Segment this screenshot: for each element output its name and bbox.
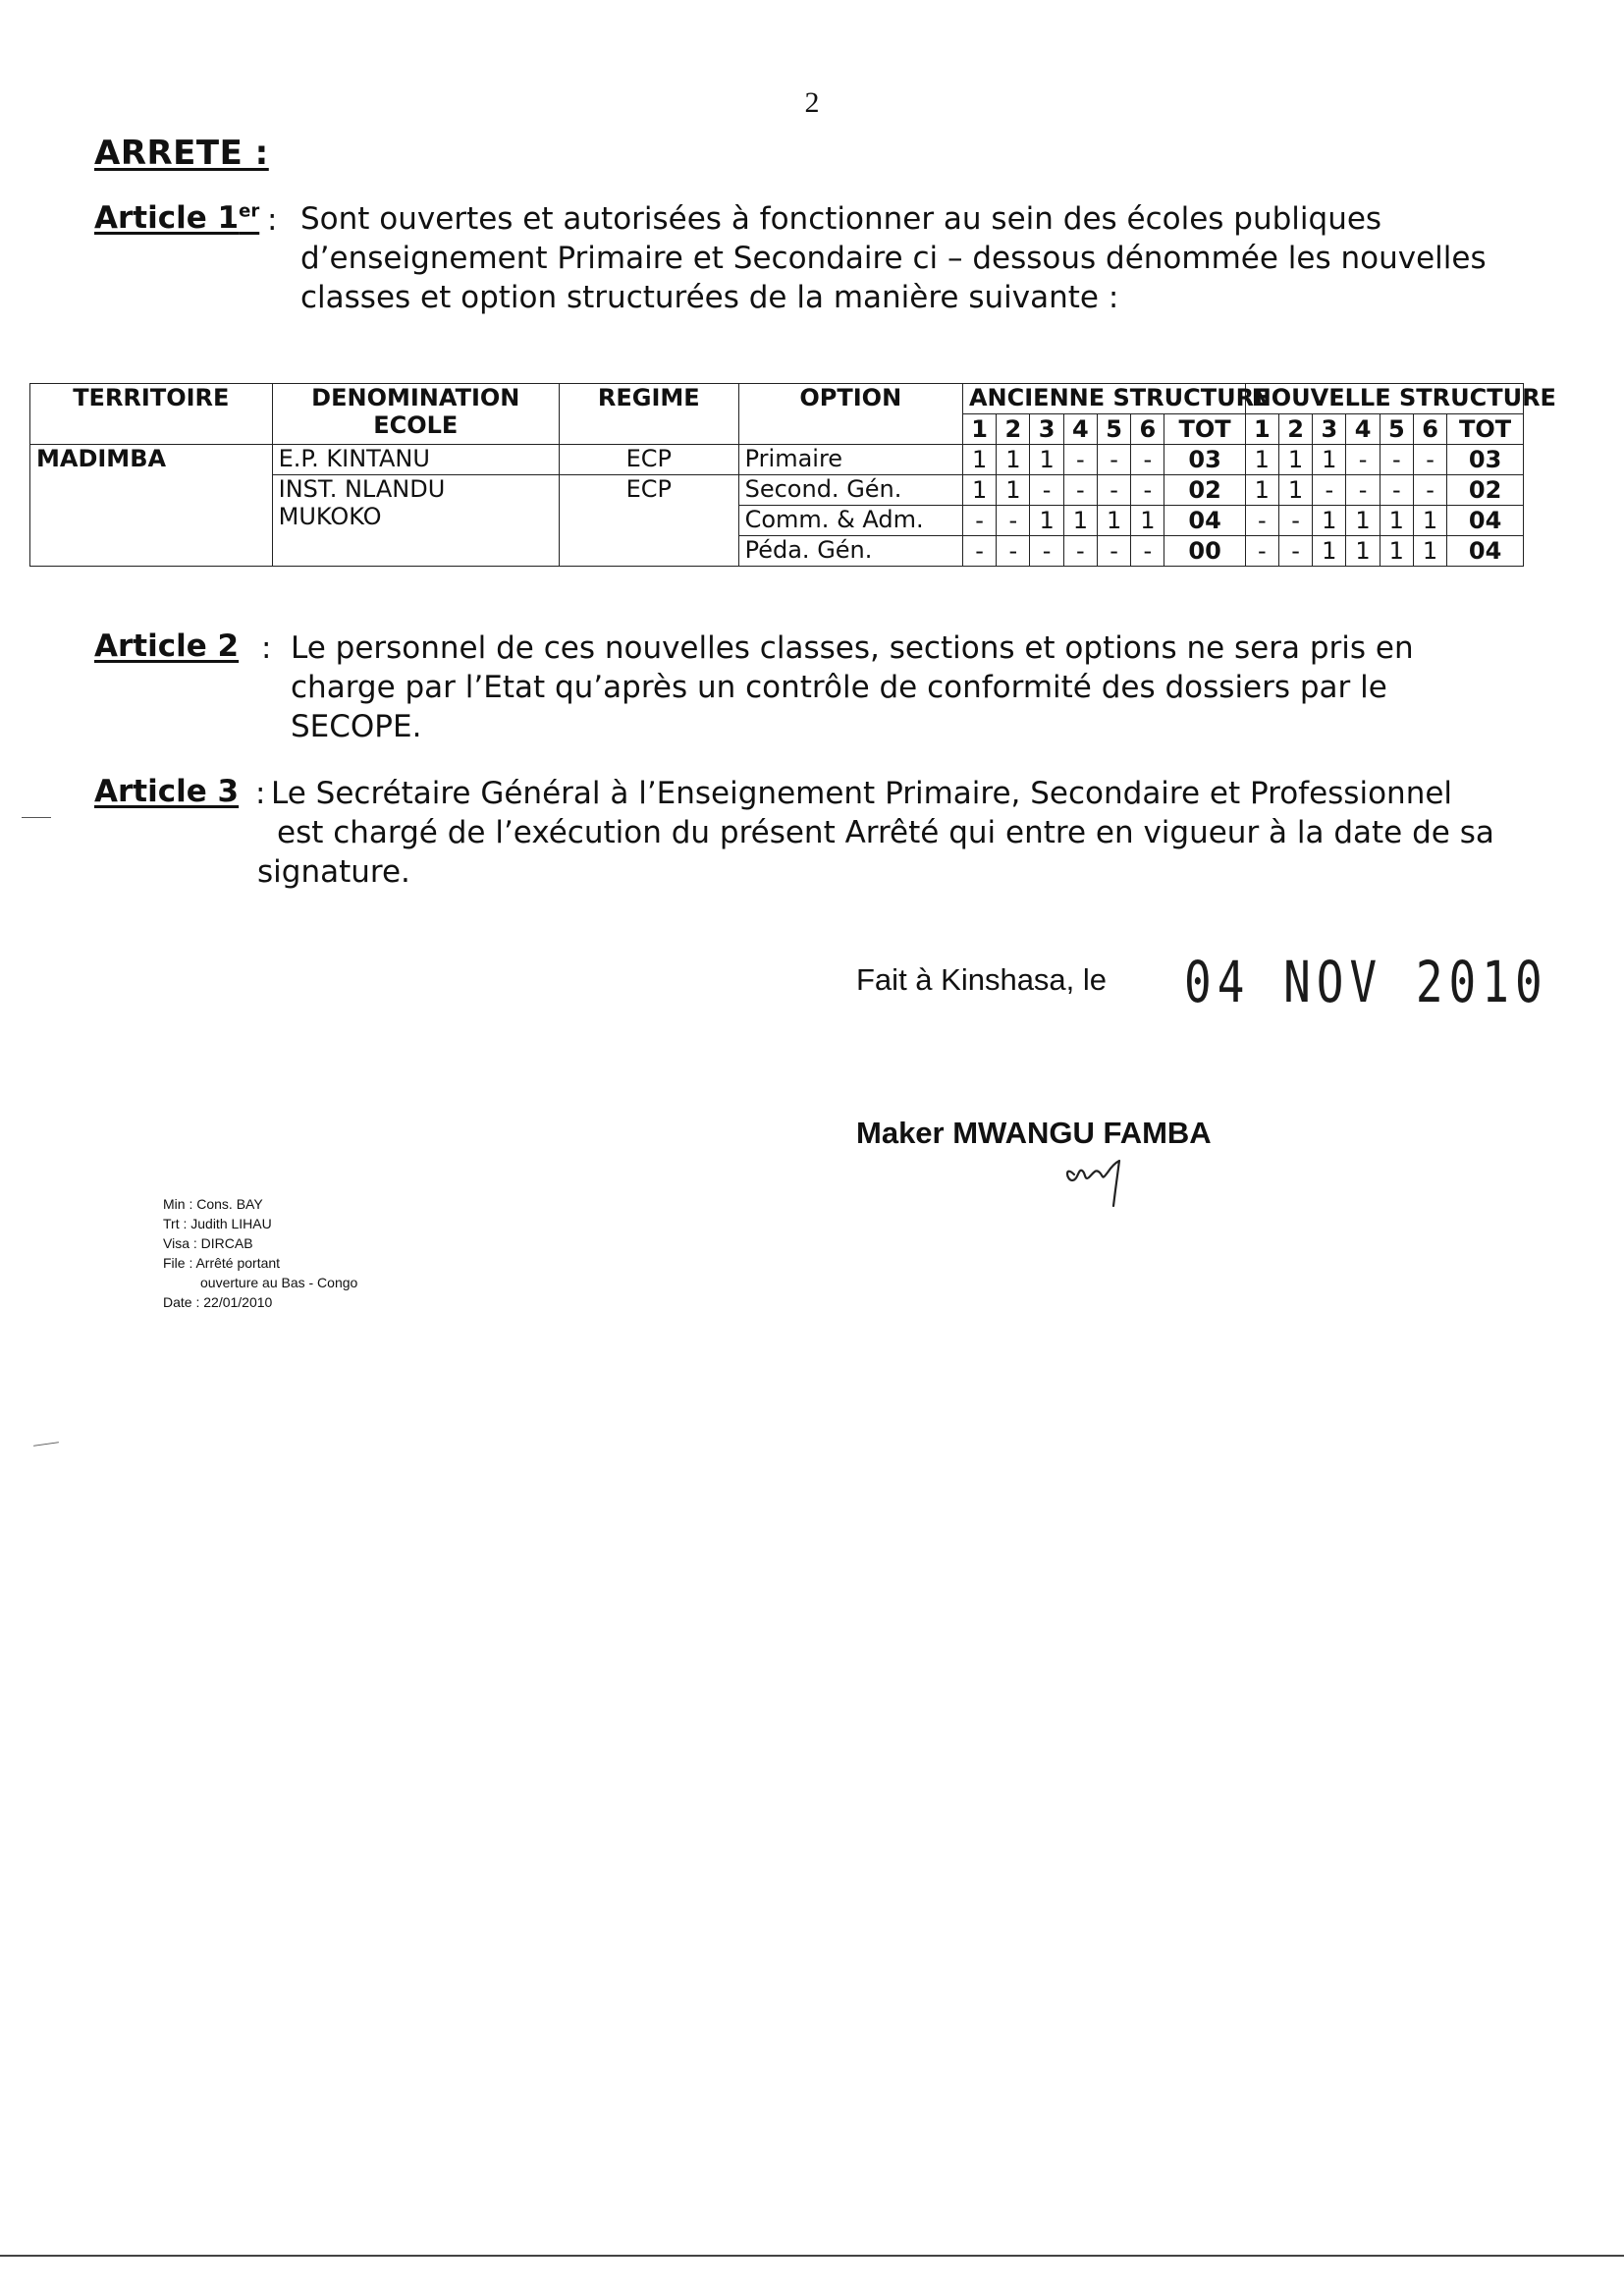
value-cell: - bbox=[1278, 506, 1312, 536]
value-cell: - bbox=[1063, 445, 1097, 475]
territoire-cell: MADIMBA bbox=[30, 445, 273, 567]
article-1-label bbox=[94, 200, 259, 236]
ref-date: Date : 22/01/2010 bbox=[163, 1294, 273, 1310]
value-cell: - bbox=[997, 536, 1030, 567]
value-cell: 1 bbox=[962, 475, 996, 506]
decree-heading: ARRETE : bbox=[94, 134, 269, 173]
value-cell: 1 bbox=[1413, 506, 1446, 536]
subheader-cell: 6 bbox=[1131, 414, 1164, 445]
article-3-line: est chargé de l’exécution du présent Arrêté qui entre en vigueur à la date de sa bbox=[277, 815, 1494, 850]
value-cell: - bbox=[1245, 536, 1278, 567]
scan-mark bbox=[22, 817, 51, 818]
regime-cell: ECP bbox=[559, 475, 738, 567]
value-cell: - bbox=[1380, 475, 1413, 506]
subheader-cell: 1 bbox=[962, 414, 996, 445]
header-denomination bbox=[272, 384, 559, 445]
article-2-text bbox=[291, 628, 1414, 746]
value-cell: 1 bbox=[1278, 475, 1312, 506]
header-ancienne-structure: ANCIENNE STRUCTURE bbox=[962, 384, 1245, 414]
subheader-cell: TOT bbox=[1164, 414, 1245, 445]
article-1-line: Sont ouvertes et autorisées à fonctionner au sein des écoles publiques bbox=[300, 201, 1382, 237]
scan-mark bbox=[33, 1442, 59, 1447]
value-cell: 1 bbox=[997, 475, 1030, 506]
page-bottom-line bbox=[0, 2255, 1624, 2257]
ecole-cell: E.P. KINTANU bbox=[272, 445, 559, 475]
signature-mark bbox=[1060, 1147, 1139, 1220]
header-nouvelle-structure: NOUVELLE STRUCTURE bbox=[1245, 384, 1523, 414]
total-cell: 03 bbox=[1447, 445, 1524, 475]
value-cell: 1 bbox=[1313, 536, 1346, 567]
value-cell: 1 bbox=[1278, 445, 1312, 475]
value-cell: - bbox=[1278, 536, 1312, 567]
total-cell: 04 bbox=[1447, 506, 1524, 536]
article-1-label-text: Article 1 bbox=[94, 200, 240, 236]
article-1-line: classes et option structurées de la manière suivante : bbox=[300, 280, 1119, 315]
value-cell: 1 bbox=[1097, 506, 1130, 536]
value-cell: - bbox=[1131, 475, 1164, 506]
value-cell: 1 bbox=[1380, 506, 1413, 536]
value-cell: 1 bbox=[1346, 506, 1380, 536]
value-cell: - bbox=[1097, 536, 1130, 567]
place-and-date-label: Fait à Kinshasa, le bbox=[856, 962, 1108, 997]
subheader-cell: TOT bbox=[1447, 414, 1524, 445]
subheader-cell: 1 bbox=[1245, 414, 1278, 445]
option-cell: Second. Gén. bbox=[738, 475, 962, 506]
option-cell: Péda. Gén. bbox=[738, 536, 962, 567]
subheader-cell: 6 bbox=[1413, 414, 1446, 445]
value-cell: - bbox=[1063, 536, 1097, 567]
value-cell: 1 bbox=[1063, 506, 1097, 536]
total-cell: 02 bbox=[1164, 475, 1245, 506]
value-cell: - bbox=[1063, 475, 1097, 506]
value-cell: 1 bbox=[1245, 445, 1278, 475]
ecole-line: MUKOKO bbox=[278, 503, 382, 530]
total-cell: 04 bbox=[1447, 536, 1524, 567]
value-cell: - bbox=[1313, 475, 1346, 506]
value-cell: 1 bbox=[1413, 536, 1446, 567]
header-option: OPTION bbox=[738, 384, 962, 445]
value-cell: - bbox=[1380, 445, 1413, 475]
value-cell: 1 bbox=[1030, 506, 1063, 536]
ref-visa: Visa : DIRCAB bbox=[163, 1235, 253, 1251]
value-cell: 1 bbox=[1030, 445, 1063, 475]
article-3-text bbox=[257, 774, 1494, 892]
value-cell: - bbox=[1030, 536, 1063, 567]
regime-cell: ECP bbox=[559, 445, 738, 475]
article-3-label: Article 3 bbox=[94, 774, 240, 809]
article-3-separator: : bbox=[255, 776, 266, 811]
subheader-cell: 4 bbox=[1346, 414, 1380, 445]
structure-table bbox=[29, 383, 1556, 567]
option-cell: Comm. & Adm. bbox=[738, 506, 962, 536]
value-cell: - bbox=[1097, 475, 1130, 506]
value-cell: - bbox=[962, 536, 996, 567]
value-cell: 1 bbox=[1346, 536, 1380, 567]
article-2-label: Article 2 bbox=[94, 628, 240, 664]
header-denomination-line: ECOLE bbox=[373, 411, 459, 439]
value-cell: - bbox=[1346, 475, 1380, 506]
ecole-line: INST. NLANDU bbox=[278, 475, 446, 503]
value-cell: 1 bbox=[1313, 506, 1346, 536]
article-1-line: d’enseignement Primaire et Secondaire ci – dessous dénommée les nouvelles bbox=[300, 241, 1487, 276]
page-number: 2 bbox=[804, 86, 820, 119]
value-cell: - bbox=[1030, 475, 1063, 506]
article-1-text bbox=[300, 199, 1487, 317]
value-cell: 1 bbox=[997, 445, 1030, 475]
total-cell: 00 bbox=[1164, 536, 1245, 567]
ref-file: File : Arrêté portant bbox=[163, 1255, 281, 1271]
value-cell: - bbox=[1131, 536, 1164, 567]
article-2-separator: : bbox=[261, 630, 272, 666]
value-cell: - bbox=[1413, 475, 1446, 506]
header-denomination-line: DENOMINATION bbox=[311, 384, 520, 411]
article-1-separator: : bbox=[267, 202, 278, 238]
value-cell: 1 bbox=[1313, 445, 1346, 475]
reference-block bbox=[163, 1194, 357, 1312]
signatory-name: Maker MWANGU FAMBA bbox=[856, 1116, 1212, 1150]
subheader-cell: 5 bbox=[1380, 414, 1413, 445]
value-cell: 1 bbox=[1131, 506, 1164, 536]
option-cell: Primaire bbox=[738, 445, 962, 475]
total-cell: 02 bbox=[1447, 475, 1524, 506]
article-2-line: Le personnel de ces nouvelles classes, sections et options ne sera pris en bbox=[291, 630, 1414, 666]
date-stamp: 04 NOV 2010 bbox=[1184, 949, 1548, 1015]
value-cell: 1 bbox=[1380, 536, 1413, 567]
header-territoire: TERRITOIRE bbox=[30, 384, 273, 445]
subheader-cell: 5 bbox=[1097, 414, 1130, 445]
ref-trt: Trt : Judith LIHAU bbox=[163, 1216, 272, 1231]
subheader-cell: 4 bbox=[1063, 414, 1097, 445]
ref-file-continued: ouverture au Bas - Congo bbox=[200, 1275, 358, 1290]
article-3-line: Le Secrétaire Général à l’Enseignement Primaire, Secondaire et Professionnel bbox=[271, 776, 1453, 811]
subheader-cell: 2 bbox=[997, 414, 1030, 445]
article-2-line: charge par l’Etat qu’après un contrôle de conformité des dossiers par le bbox=[291, 670, 1387, 705]
value-cell: - bbox=[997, 506, 1030, 536]
subheader-cell: 2 bbox=[1278, 414, 1312, 445]
article-3-line: signature. bbox=[257, 854, 410, 890]
ecole-cell bbox=[272, 475, 559, 567]
subheader-cell: 3 bbox=[1030, 414, 1063, 445]
total-cell: 03 bbox=[1164, 445, 1245, 475]
article-2-line: SECOPE. bbox=[291, 709, 422, 744]
value-cell: - bbox=[962, 506, 996, 536]
value-cell: - bbox=[1097, 445, 1130, 475]
value-cell: - bbox=[1131, 445, 1164, 475]
value-cell: - bbox=[1413, 445, 1446, 475]
value-cell: - bbox=[1346, 445, 1380, 475]
value-cell: 1 bbox=[962, 445, 996, 475]
total-cell: 04 bbox=[1164, 506, 1245, 536]
article-1-label-sup: er bbox=[239, 200, 260, 222]
value-cell: 1 bbox=[1245, 475, 1278, 506]
signature-icon bbox=[1060, 1147, 1139, 1216]
value-cell: - bbox=[1245, 506, 1278, 536]
header-regime: REGIME bbox=[559, 384, 738, 445]
table-row bbox=[30, 445, 1524, 475]
subheader-cell: 3 bbox=[1313, 414, 1346, 445]
ref-min: Min : Cons. BAY bbox=[163, 1196, 263, 1212]
